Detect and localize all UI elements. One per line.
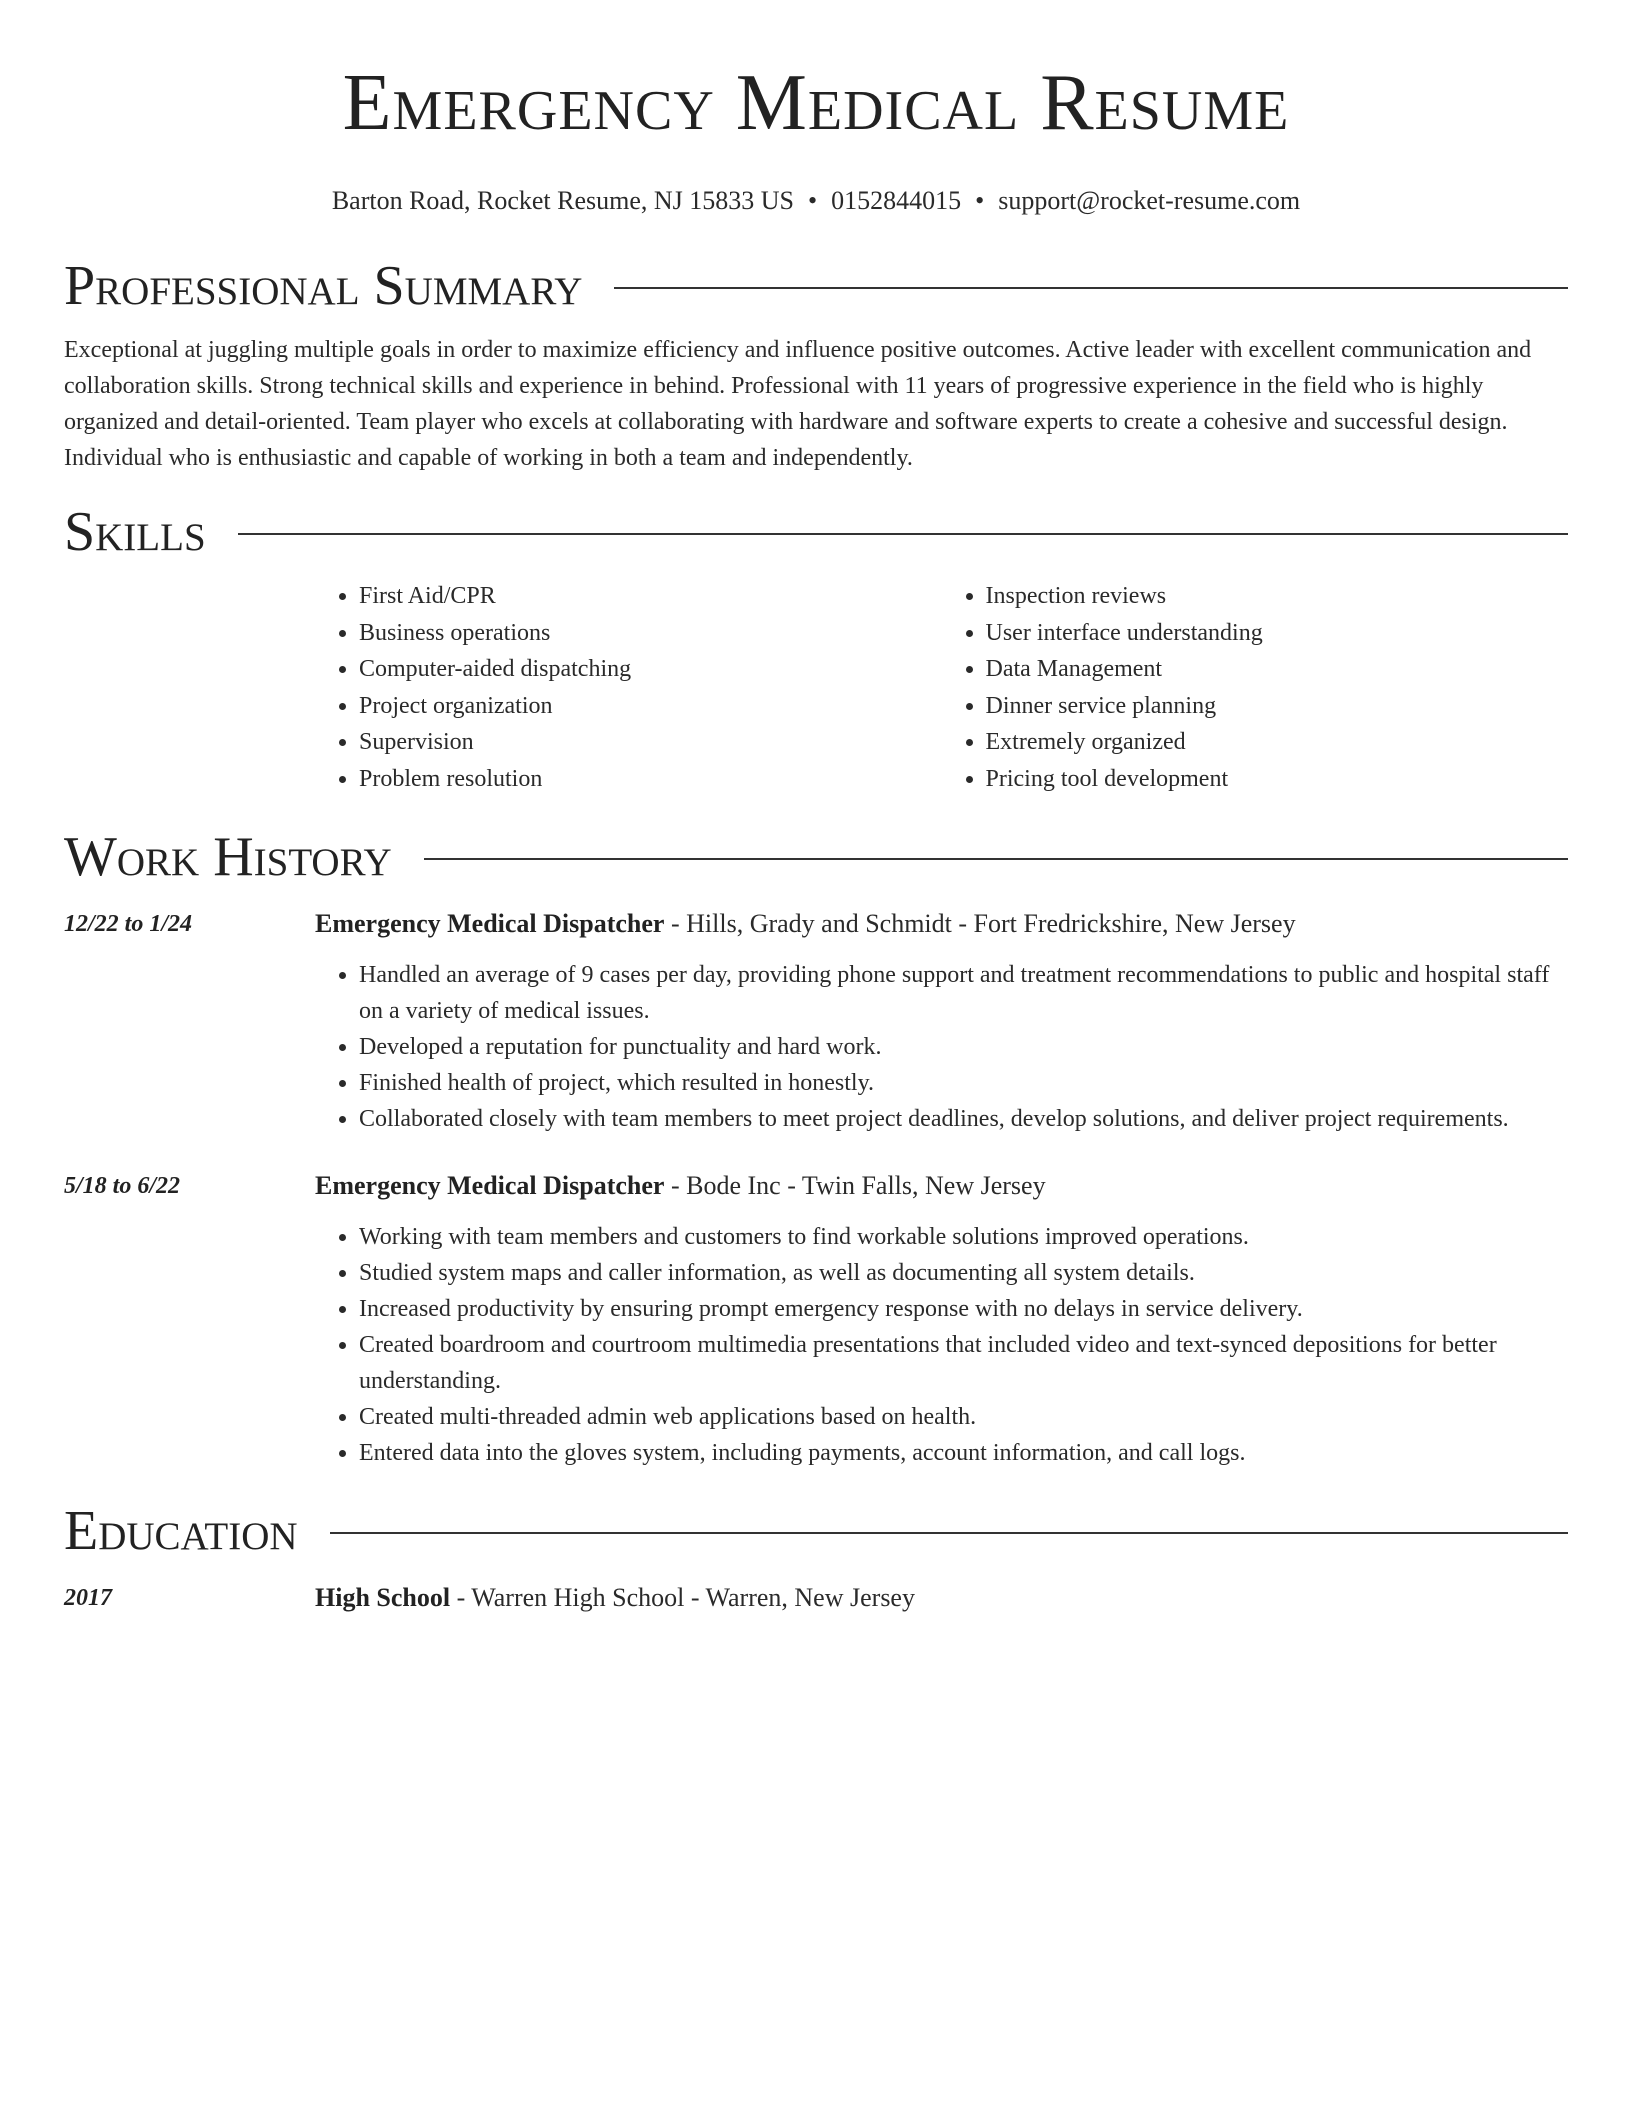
job-details: - Bode Inc - Twin Falls, New Jersey (664, 1171, 1046, 1200)
skill-item: • Business operations (359, 615, 942, 652)
section-divider (424, 858, 1568, 860)
education-heading (315, 1581, 1568, 1615)
job-bullet: • Working with team members and customers to find workable solutions improved operations. (359, 1219, 1568, 1255)
work-header (64, 825, 1568, 889)
contact-separator: • (808, 186, 818, 215)
skill-item: • User interface understanding (986, 615, 1569, 652)
skills-section (64, 500, 1568, 797)
job-heading (315, 1169, 1568, 1203)
summary-section (64, 254, 1568, 476)
job-bullet: • Studied system maps and caller information, as well as documenting all system details. (359, 1255, 1568, 1291)
job-entry (64, 1169, 1568, 1471)
skill-item: • Pricing tool development (986, 761, 1569, 798)
resume-title: Emergency Medical Resume (342, 59, 1290, 147)
skills-grid (315, 578, 1568, 797)
job-bullet: • Finished health of project, which resulted in honestly. (359, 1065, 1568, 1101)
job-body (315, 1169, 1568, 1471)
job-details: - Hills, Grady and Schmidt - Fort Fredrickshire, New Jersey (664, 909, 1296, 938)
section-divider (614, 287, 1568, 289)
job-bullet: • Handled an average of 9 cases per day, providing phone support and treatment recommendations to public and hospital staff on a variety of medical issues. (359, 957, 1568, 1029)
education-details: - Warren High School - Warren, New Jersey (450, 1583, 915, 1612)
job-bullet: • Developed a reputation for punctuality and hard work. (359, 1029, 1568, 1065)
education-year: 2017 (64, 1585, 112, 1611)
job-heading (315, 907, 1568, 941)
education-entry (64, 1581, 1568, 1615)
contact-address: Barton Road, Rocket Resume, NJ 15833 US (331, 186, 795, 215)
contact-email: support@rocket-resume.com (998, 186, 1301, 215)
job-bullet: • Entered data into the gloves system, including payments, account information, and call logs. (359, 1435, 1568, 1471)
job-role: Emergency Medical Dispatcher (315, 1171, 665, 1200)
section-divider (238, 533, 1568, 535)
contact-separator: • (975, 186, 985, 215)
skill-item: • First Aid/CPR (359, 578, 942, 615)
job-bullet: • Created multi-threaded admin web applications based on health. (359, 1399, 1568, 1435)
work-section (64, 825, 1568, 1471)
summary-title: Professional Summary (64, 255, 583, 317)
summary-header (64, 254, 1568, 318)
job-dates: 5/18 to 6/22 (64, 1173, 181, 1199)
job-bullets (315, 1219, 1568, 1471)
skill-item: • Data Management (986, 651, 1569, 688)
contact-phone: 0152844015 (831, 186, 962, 215)
education-title: Education (64, 1500, 298, 1562)
skills-header (64, 500, 1568, 564)
job-bullet: • Collaborated closely with team members to meet project deadlines, develop solutions, and deliver project requirements. (359, 1101, 1568, 1137)
summary-text: Exceptional at juggling multiple goals in order to maximize efficiency and influence positive outcomes. Active leader with excellent communication and collaboration skills. Strong technical skills and experience in behind. Professional with 11 years of progressive experience in the field who is highly organized and detail-oriented. Team player who excels at collaborating with hardware and software experts to create a cohesive and successful design. Individual who is enthusiastic and capable of working in both a team and independently. (64, 337, 1532, 471)
skills-title: Skills (64, 501, 206, 563)
section-divider (330, 1532, 1568, 1534)
job-role: Emergency Medical Dispatcher (315, 909, 665, 938)
education-section (64, 1499, 1568, 1615)
skills-list-right (942, 578, 1569, 797)
education-header (64, 1499, 1568, 1563)
job-bullet: • Created boardroom and courtroom multimedia presentations that included video and text-synced depositions for better understanding. (359, 1327, 1568, 1399)
skill-item: • Computer-aided dispatching (359, 651, 942, 688)
contact-line (64, 184, 1568, 218)
skill-item: • Dinner service planning (986, 688, 1569, 725)
education-degree: High School (315, 1583, 451, 1612)
skill-item: • Project organization (359, 688, 942, 725)
work-title: Work History (64, 826, 392, 888)
skill-item: • Problem resolution (359, 761, 942, 798)
job-body (315, 907, 1568, 1137)
skill-item: • Supervision (359, 724, 942, 761)
job-dates: 12/22 to 1/24 (64, 911, 193, 937)
skill-item: • Inspection reviews (986, 578, 1569, 615)
job-entry (64, 907, 1568, 1137)
job-bullet: • Increased productivity by ensuring prompt emergency response with no delays in service delivery. (359, 1291, 1568, 1327)
skill-item: • Extremely organized (986, 724, 1569, 761)
education-body (315, 1581, 1568, 1615)
skills-list-left (315, 578, 942, 797)
job-bullets (315, 957, 1568, 1137)
